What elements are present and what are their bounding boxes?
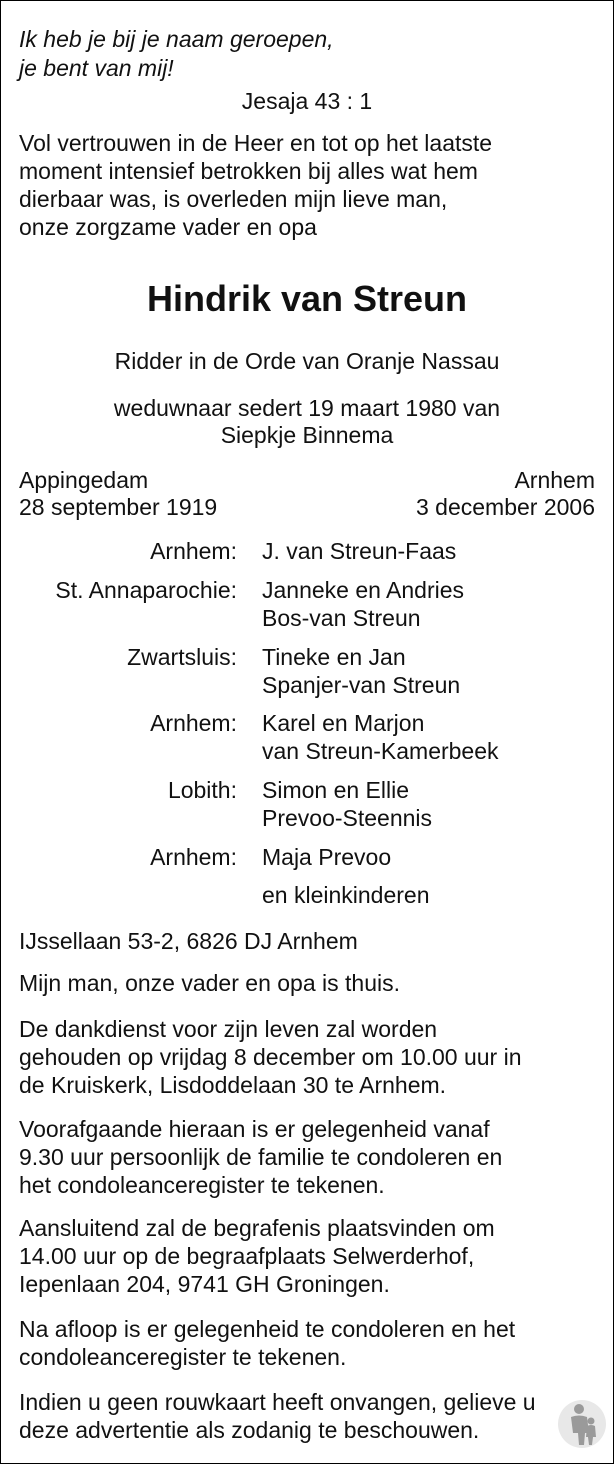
death-date: 3 december 2006 xyxy=(415,494,595,520)
info-line: Mijn man, onze vader en opa is thuis. xyxy=(19,970,400,996)
family-names xyxy=(262,643,460,699)
intro-line-2: moment intensief betrokken bij alles wat hem xyxy=(19,158,478,184)
info-line: Indien u geen rouwkaart heeft onvangen, gelieve u xyxy=(19,1389,536,1415)
family-name-line: Tineke en Jan xyxy=(262,644,406,670)
family-names xyxy=(262,776,432,832)
info-line: Na afloop is er gelegenheid te condoleren en het xyxy=(19,1316,516,1342)
honor-title: Ridder in de Orde van Oranje Nassau xyxy=(114,348,500,374)
death-place: Arnhem xyxy=(514,467,595,493)
info-line: gehouden op vrijdag 8 december om 10.00 uur in xyxy=(19,1044,522,1070)
family-place: Arnhem: xyxy=(150,538,237,564)
info-line: de Kruiskerk, Lisdoddelaan 30 te Arnhem. xyxy=(19,1072,447,1098)
family-name-line: Simon en Ellie xyxy=(262,777,410,803)
family-names xyxy=(262,537,456,565)
intro-line-1: Vol vertrouwen in de Heer en tot op het laatste xyxy=(19,130,493,156)
info-line: De dankdienst voor zijn leven zal worden xyxy=(19,1016,438,1042)
info-paragraph xyxy=(19,1214,601,1298)
info-paragraph xyxy=(19,969,601,997)
family-name-line: Maja Prevoo xyxy=(262,844,392,870)
info-line: 14.00 uur op de begraafplaats Selwerderhof, xyxy=(19,1243,475,1269)
info-line: condoleanceregister te tekenen. xyxy=(19,1344,347,1370)
quote-line-1: Ik heb je bij je naam geroepen, xyxy=(19,26,334,52)
widower-line-1: weduwnaar sedert 19 maart 1980 van xyxy=(113,395,501,421)
family-place: Lobith: xyxy=(167,777,237,803)
info-paragraph xyxy=(19,1388,601,1444)
family-names xyxy=(262,709,499,765)
family-place: St. Annaparochie: xyxy=(55,577,237,603)
quote-line-2: je bent van mij! xyxy=(19,55,174,81)
family-place: Zwartsluis: xyxy=(127,644,237,670)
family-name-line: en kleinkinderen xyxy=(262,882,430,908)
family-names xyxy=(262,576,464,632)
deceased-name: Hindrik van Streun xyxy=(146,278,468,319)
family-name-line: J. van Streun-Faas xyxy=(262,538,457,564)
quote-reference: Jesaja 43 : 1 xyxy=(241,88,373,114)
family-name-line: Karel en Marjon xyxy=(262,710,425,736)
family-name-line: van Streun-Kamerbeek xyxy=(262,738,499,764)
bible-quote xyxy=(19,25,334,83)
intro-line-4: onze zorgzame vader en opa xyxy=(19,214,317,240)
family-name-line: Prevoo-Steennis xyxy=(262,805,433,831)
info-line: 9.30 uur persoonlijk de familie te condoleren en xyxy=(19,1144,503,1170)
info-line: het condoleanceregister te tekenen. xyxy=(19,1172,385,1198)
family-names xyxy=(262,843,391,871)
info-line: Voorafgaande hieraan is er gelegenheid vanaf xyxy=(19,1116,490,1142)
family-name-line: Spanjer-van Streun xyxy=(262,672,461,698)
info-paragraph xyxy=(19,1015,601,1099)
info-paragraph xyxy=(19,1315,601,1371)
widower-line-2: Siepkje Binnema xyxy=(220,422,394,448)
family-name-line: Bos-van Streun xyxy=(262,605,421,631)
family-place: Arnhem: xyxy=(150,710,237,736)
info-line: deze advertentie als zodanig te beschouwen. xyxy=(19,1417,480,1443)
birth-date: 28 september 1919 xyxy=(19,494,218,520)
birth-place: Appingedam xyxy=(19,467,149,493)
family-names xyxy=(262,881,430,909)
intro-paragraph xyxy=(19,129,601,241)
family-place: Arnhem: xyxy=(150,844,237,870)
info-line: Iepenlaan 204, 9741 GH Groningen. xyxy=(19,1271,390,1297)
family-name-line: Janneke en Andries xyxy=(262,577,465,603)
info-paragraph xyxy=(19,1115,601,1199)
info-line: Aansluitend zal de begrafenis plaatsvinden om xyxy=(19,1215,495,1241)
intro-line-3: dierbaar was, is overleden mijn lieve man, xyxy=(19,186,448,212)
memorial-figures-logo-icon xyxy=(557,1399,607,1449)
address: IJssellaan 53-2, 6826 DJ Arnhem xyxy=(19,928,358,954)
